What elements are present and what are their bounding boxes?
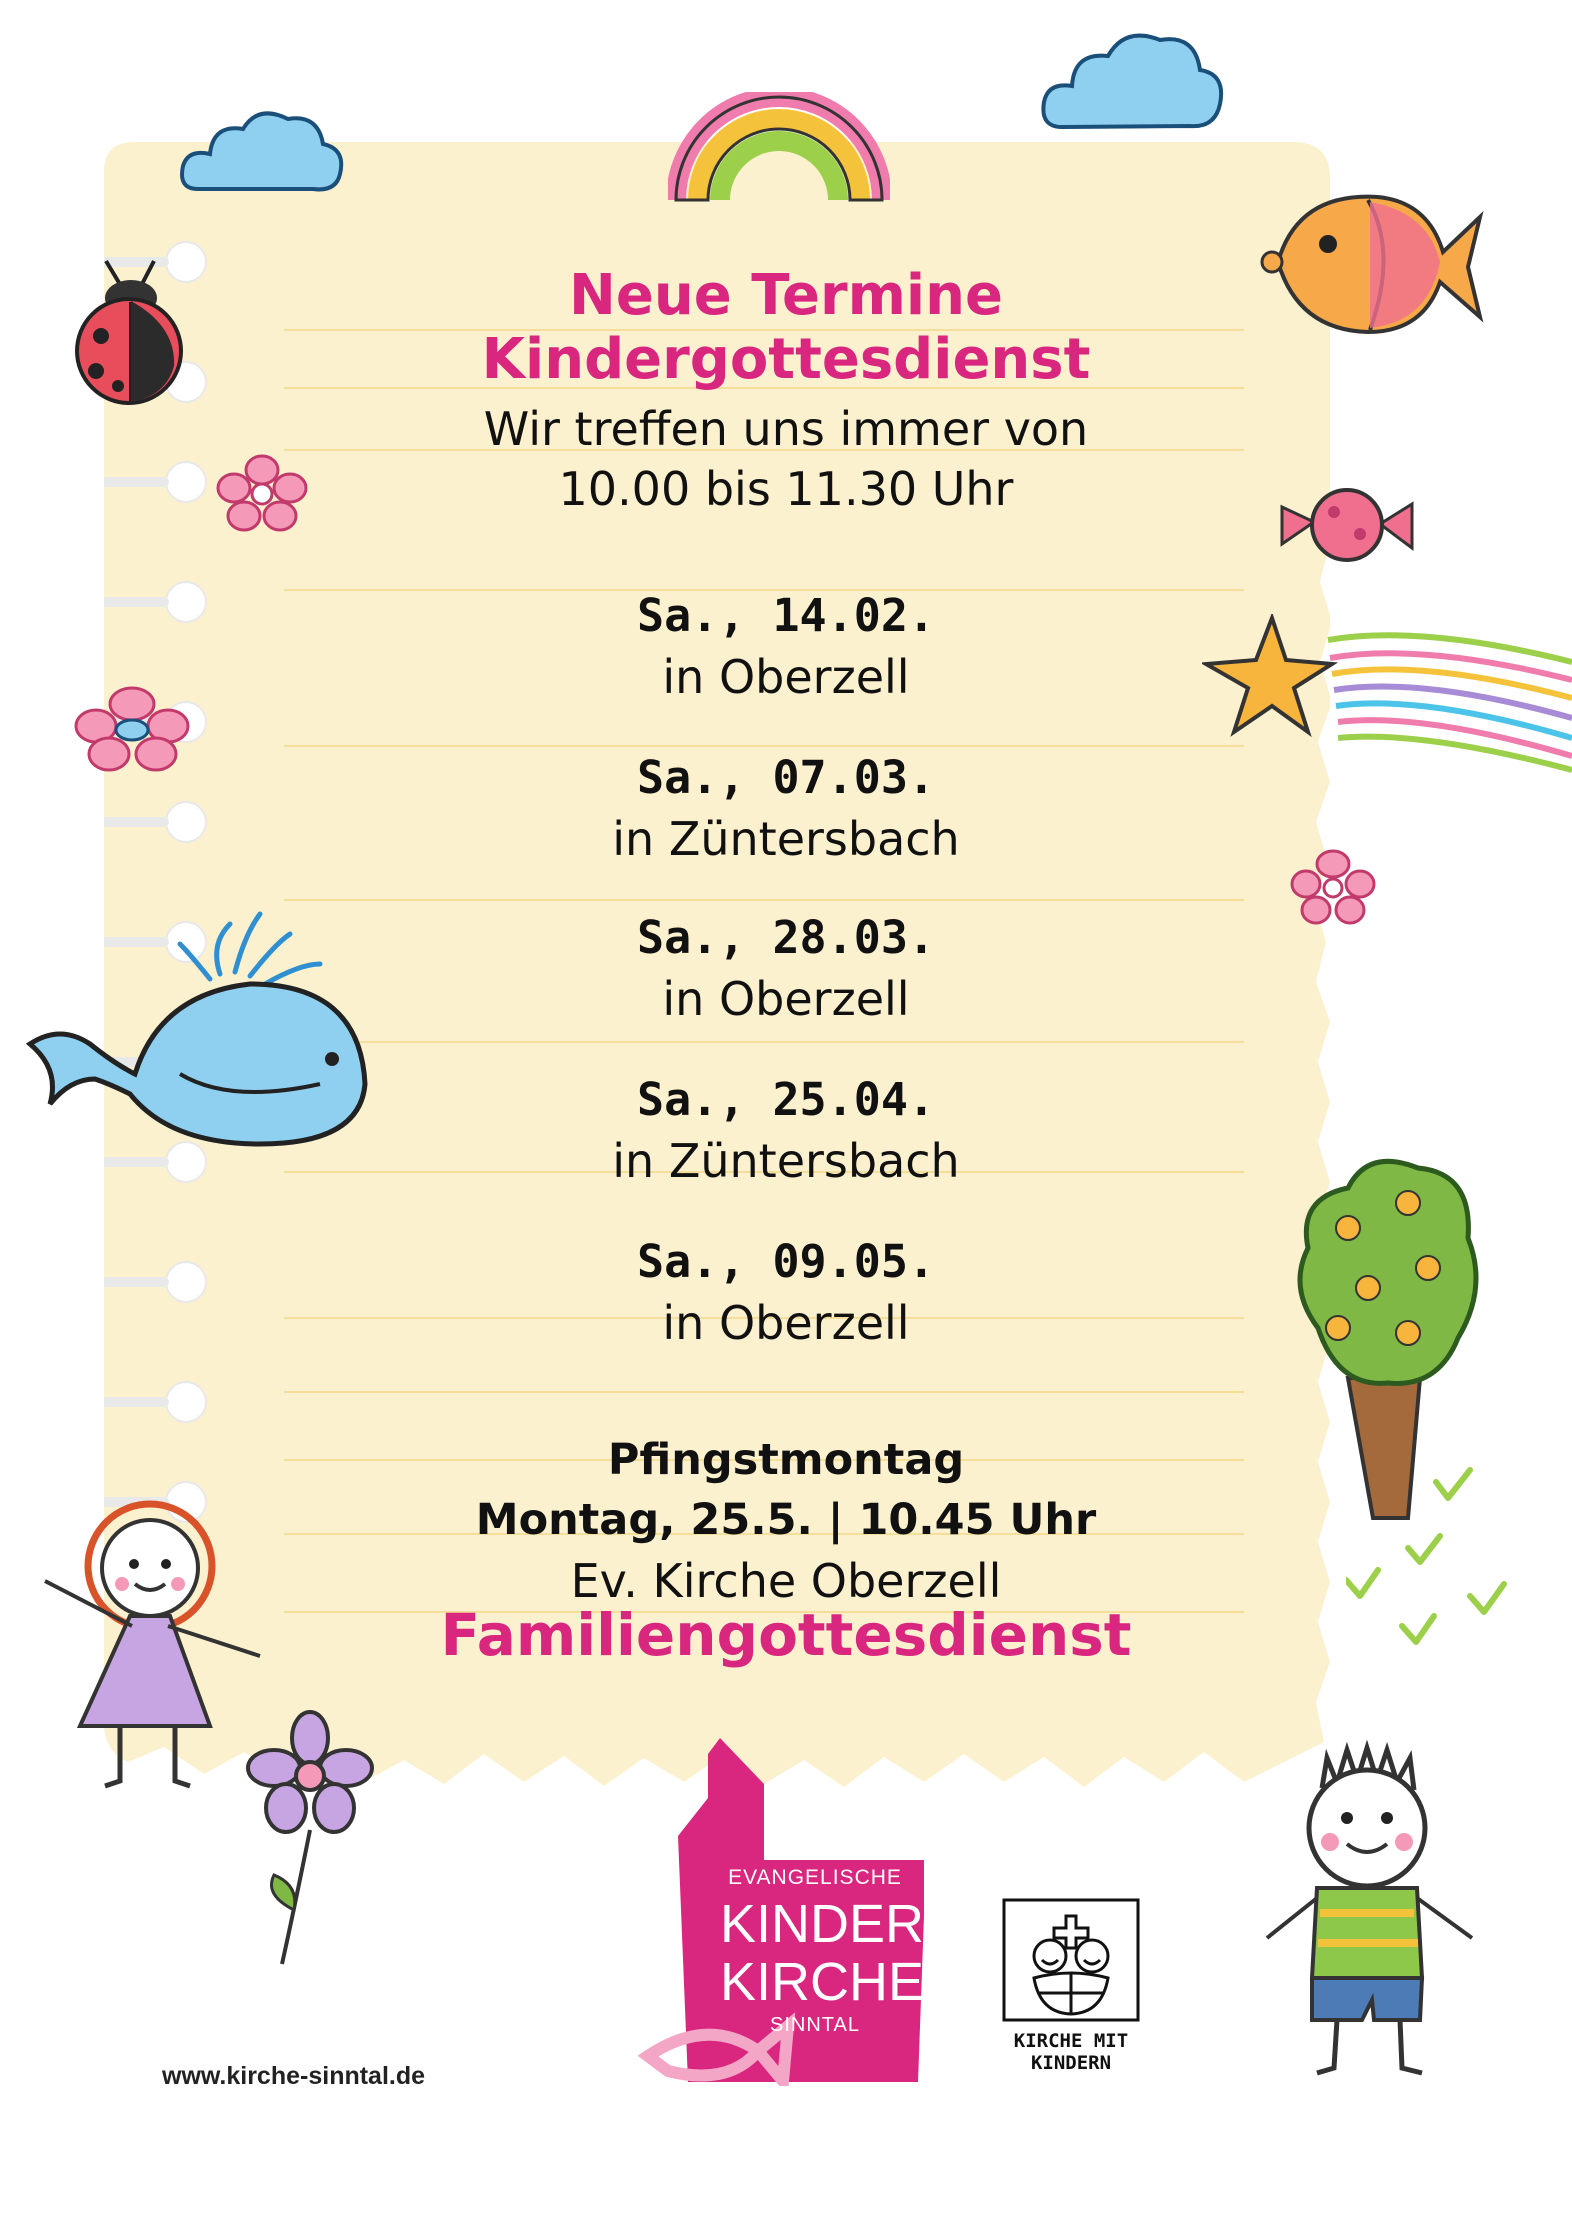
location-1: in Oberzell <box>662 650 910 704</box>
rainbow-icon <box>668 92 890 204</box>
cloud-right-icon <box>1040 22 1230 142</box>
location-3: in Oberzell <box>662 972 910 1026</box>
kinderkirche-logo <box>628 1736 924 2086</box>
flower-purple-icon <box>244 1710 376 1966</box>
title-line-1: Neue Termine <box>569 263 1003 328</box>
logo-line-2: KINDER <box>720 1894 925 1954</box>
badge-line-1: KIRCHE MIT <box>1013 2030 1129 2052</box>
kirche-mit-kindern-badge <box>1002 1898 1140 2074</box>
holiday-name: Pfingstmontag <box>607 1435 965 1485</box>
cloud-left-icon <box>178 104 348 204</box>
badge-line-2: KINDERN <box>1030 2052 1112 2074</box>
holiday-datetime: Montag, 25.5. | 10.45 Uhr <box>475 1495 1097 1545</box>
date-5: Sa., 09.05. <box>636 1235 935 1288</box>
intro-line-1: Wir treffen uns immer von <box>483 402 1089 456</box>
location-5: in Oberzell <box>662 1296 910 1350</box>
date-4: Sa., 25.04. <box>636 1073 935 1126</box>
children-church-icon <box>1002 1898 1140 2024</box>
website-url[interactable]: www.kirche-sinntal.de <box>162 2062 426 2090</box>
boy-icon <box>1262 1738 1484 2078</box>
date-1: Sa., 14.02. <box>636 589 935 642</box>
holiday-place: Ev. Kirche Oberzell <box>570 1554 1002 1608</box>
date-2: Sa., 07.03. <box>636 751 935 804</box>
date-3: Sa., 28.03. <box>636 911 935 964</box>
logo-line-4: SINNTAL <box>770 2014 860 2036</box>
location-2: in Züntersbach <box>612 812 960 866</box>
logo-line-1: EVANGELISCHE <box>728 1866 902 1889</box>
location-4: in Züntersbach <box>612 1134 960 1188</box>
holiday-service-type: Familiengottesdienst <box>440 1601 1132 1669</box>
title-line-2: Kindergottesdienst <box>481 327 1091 392</box>
logo-line-3: KIRCHE <box>720 1952 925 2012</box>
intro-line-2: 10.00 bis 11.30 Uhr <box>558 462 1014 516</box>
